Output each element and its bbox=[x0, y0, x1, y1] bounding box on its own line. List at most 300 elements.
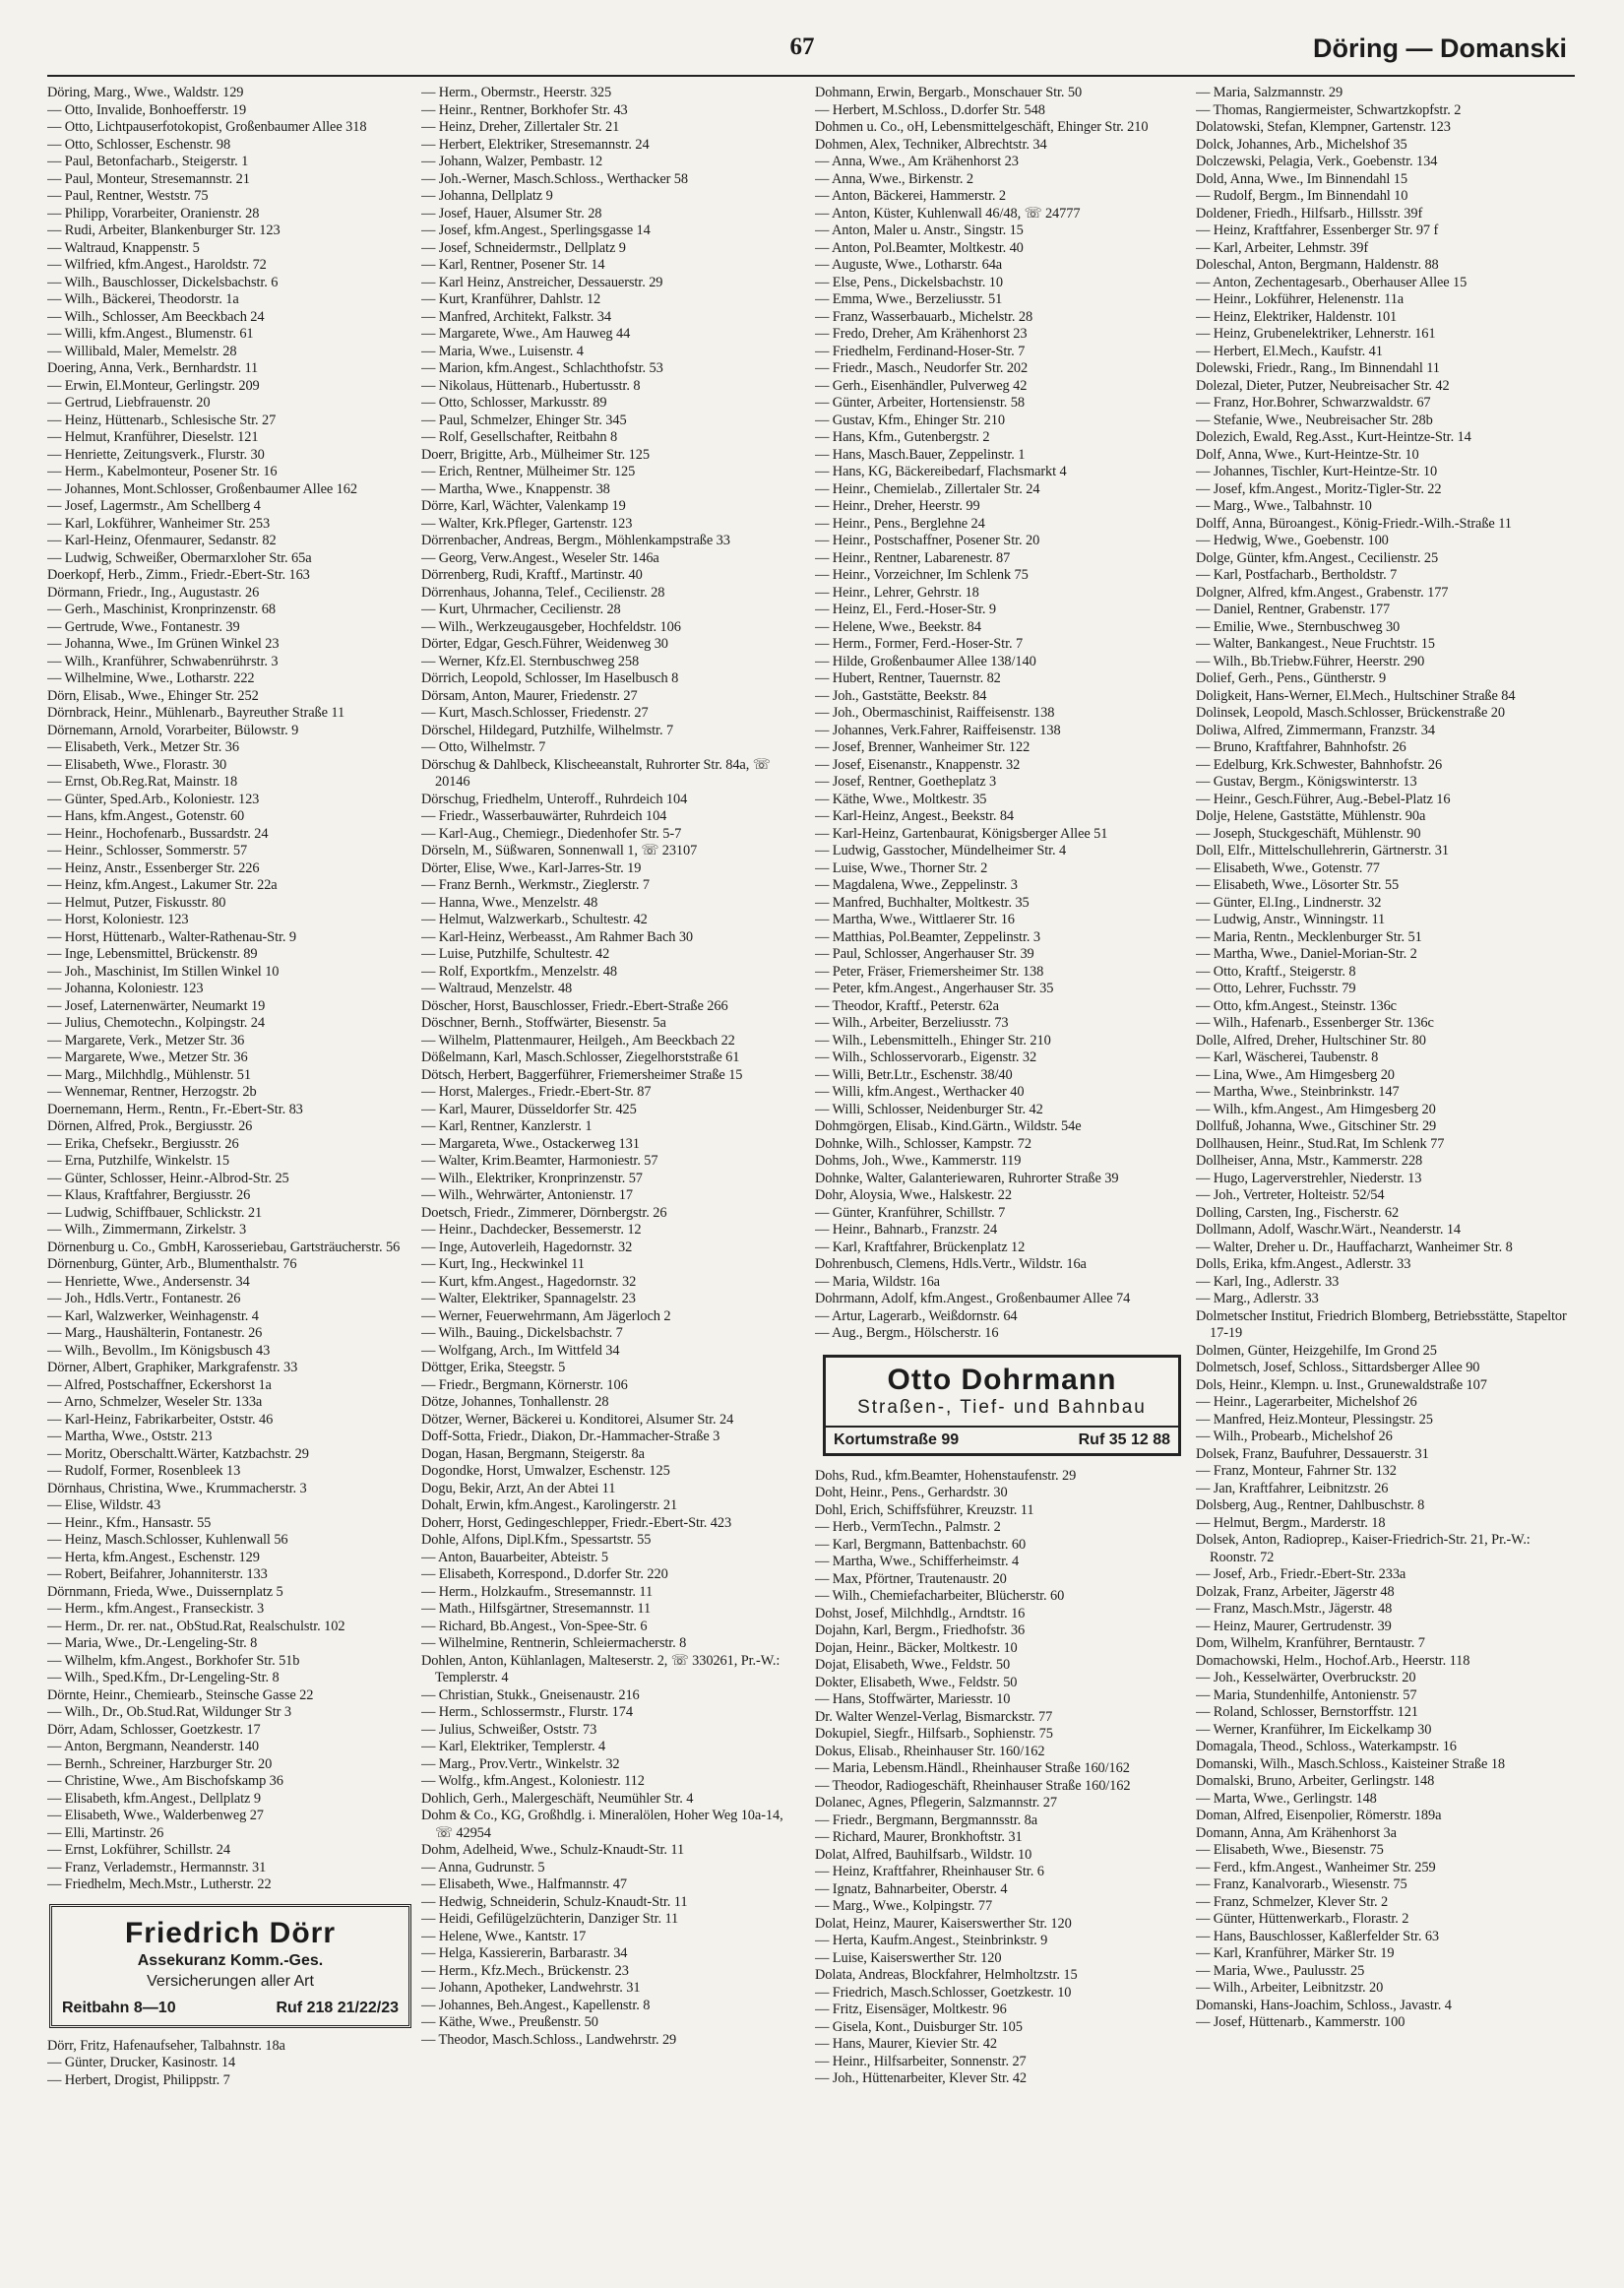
directory-entry: — Ludwig, Anstr., Winningstr. 11 bbox=[1196, 912, 1386, 927]
directory-entry: — Gerh., Maschinist, Kronprinzenstr. 68 bbox=[47, 602, 276, 617]
directory-entry: — Artur, Lagerarb., Weißdornstr. 64 bbox=[815, 1307, 1018, 1324]
directory-entry: — Max, Pförtner, Trautenaustr. 20 bbox=[815, 1570, 1007, 1587]
directory-entry: — Aug., Bergm., Hölscherstr. 16 bbox=[815, 1325, 999, 1341]
directory-entry: — Paul, Betonfacharb., Steigerstr. 1 bbox=[47, 154, 249, 169]
directory-entry: Dörsam, Anton, Maurer, Friedenstr. 27 bbox=[421, 687, 638, 704]
directory-entry: Dohs, Rud., kfm.Beamter, Hohenstaufenstr. 29 bbox=[815, 1467, 1077, 1484]
directory-entry: — Helmut, Walzwerkarb., Schultestr. 42 bbox=[421, 912, 648, 927]
directory-entry: Dörn, Elisab., Wwe., Ehinger Str. 252 bbox=[47, 687, 259, 704]
directory-entry: — Rudolf, Bergm., Im Binnendahl 10 bbox=[1196, 188, 1408, 204]
directory-entry: Dörschug, Friedhelm, Unteroff., Ruhrdeich 104 bbox=[421, 791, 688, 807]
directory-entry: Doleschal, Anton, Bergmann, Haldenstr. 88 bbox=[1196, 257, 1439, 273]
directory-entry: — Fritz, Eisensäger, Moltkestr. 96 bbox=[815, 2002, 1007, 2017]
directory-entry: — Manfred, Buchhalter, Moltkestr. 35 bbox=[815, 894, 1030, 911]
directory-entry: — Anton, Pol.Beamter, Moltkestr. 40 bbox=[815, 239, 1024, 256]
directory-entry: — Heinr., Hochofenarb., Bussardstr. 24 bbox=[47, 825, 269, 842]
directory-entry: Döschner, Bernh., Stoffwärter, Biesenstr. 5a bbox=[421, 1015, 666, 1031]
directory-entry: — Ludwig, Gasstocher, Mündelheimer Str. 4 bbox=[815, 843, 1067, 858]
directory-entry: — Josef, Eisenanstr., Knappenstr. 32 bbox=[815, 756, 1021, 773]
directory-entry: — Anton, Küster, Kuhlenwall 46/48, ☏ 24777 bbox=[815, 205, 1081, 222]
directory-entry: — Friedr., Bergmann, Bergmannsstr. 8a bbox=[815, 1811, 1037, 1828]
directory-entry: — Maria, Wwe., Paulusstr. 25 bbox=[1196, 1962, 1365, 1979]
entry-list bbox=[47, 2038, 413, 2090]
directory-entry: Dörner, Albert, Graphiker, Markgrafenstr. 33 bbox=[47, 1360, 298, 1375]
directory-entry: — Wilh., Sped.Kfm., Dr-Lengeling-Str. 8 bbox=[47, 1670, 280, 1685]
directory-entry: — Joh., Vertreter, Holteistr. 52/54 bbox=[1196, 1187, 1385, 1203]
directory-entry: — Heinz, kfm.Angest., Lakumer Str. 22a bbox=[47, 877, 278, 893]
directory-entry: Dollmann, Adolf, Waschr.Wärt., Neanderstr. 14 bbox=[1196, 1222, 1462, 1238]
directory-entry: Dohrmann, Adolf, kfm.Angest., Großenbaumer Allee 74 bbox=[815, 1291, 1131, 1306]
directory-entry: Dolsek, Anton, Radioprep., Kaiser-Friedrich-Str. 21, Pr.-W.: Roonstr. 72 bbox=[1196, 1532, 1530, 1565]
directory-entry: — Karl, Ing., Adlerstr. 33 bbox=[1196, 1273, 1340, 1290]
directory-entry: — Karl, Maurer, Düsseldorfer Str. 425 bbox=[421, 1101, 637, 1117]
directory-entry: — Nikolaus, Hüttenarb., Hubertusstr. 8 bbox=[421, 377, 641, 394]
directory-entry: — Karl, Rentner, Kanzlerstr. 1 bbox=[421, 1118, 593, 1134]
directory-entry: Dohr, Aloysia, Wwe., Halskestr. 22 bbox=[815, 1187, 1012, 1203]
directory-entry: — Willi, kfm.Angest., Werthacker 40 bbox=[815, 1084, 1025, 1100]
directory-entry: — Rolf, Gesellschafter, Reitbahn 8 bbox=[421, 429, 618, 445]
directory-entry: — Hugo, Lagerverstrehler, Niederstr. 13 bbox=[1196, 1170, 1422, 1186]
directory-entry: — Emilie, Wwe., Sternbuschweg 30 bbox=[1196, 618, 1401, 635]
directory-entry: — Theodor, Radiogeschäft, Rheinhauser Straße 160/162 bbox=[815, 1777, 1131, 1794]
directory-entry: — Josef, kfm.Angest., Sperlingsgasse 14 bbox=[421, 222, 651, 238]
directory-entry: — Johannes, Verk.Fahrer, Raiffeisenstr. 138 bbox=[815, 722, 1061, 738]
directory-entry: Dolczewski, Pelagia, Verk., Goebenstr. 134 bbox=[1196, 154, 1438, 169]
directory-entry: — Herbert, Drogist, Philippstr. 7 bbox=[47, 2071, 230, 2088]
directory-entry: Dokus, Elisab., Rheinhauser Str. 160/162 bbox=[815, 1743, 1045, 1759]
directory-entry: — Wilh., Chemiefacharbeiter, Blücherstr. 60 bbox=[815, 1588, 1065, 1604]
directory-entry: — Friedrich, Masch.Schlosser, Goetzkestr. 10 bbox=[815, 1984, 1072, 2001]
directory-entry: — Heinz, Anstr., Essenberger Str. 226 bbox=[47, 859, 260, 876]
directory-entry: Dößelmann, Karl, Masch.Schlosser, Ziegelhorststraße 61 bbox=[421, 1049, 740, 1065]
directory-entry: — Herm., Kfz.Mech., Brückenstr. 23 bbox=[421, 1962, 629, 1979]
directory-entry: — Josef, Laternenwärter, Neumarkt 19 bbox=[47, 997, 266, 1014]
directory-entry: — Josef, Hüttenarb., Kammerstr. 100 bbox=[1196, 2014, 1405, 2030]
directory-entry: — Gerh., Eisenhändler, Pulverweg 42 bbox=[815, 377, 1028, 394]
directory-entry: — Otto, Lehrer, Fuchsstr. 79 bbox=[1196, 981, 1356, 996]
directory-entry: — Wilhelm, Plattenmaurer, Heilgeh., Am Beeckbach 22 bbox=[421, 1032, 735, 1049]
directory-entry: — Anton, Bäckerei, Hammerstr. 2 bbox=[815, 188, 1006, 204]
directory-entry: — Heinr., Gesch.Führer, Aug.-Bebel-Platz 16 bbox=[1196, 791, 1451, 807]
directory-entry: Dokter, Elisabeth, Wwe., Feldstr. 50 bbox=[815, 1674, 1018, 1690]
advertisement-friedrich-dorr bbox=[49, 1904, 411, 2028]
directory-entry: — Karl-Heinz, Ofenmaurer, Sedanstr. 82 bbox=[47, 533, 277, 548]
directory-entry: — Heinz, Hüttenarb., Schlesische Str. 27 bbox=[47, 412, 277, 428]
directory-entry: — Hans, Stoffwärter, Mariesstr. 10 bbox=[815, 1691, 1011, 1707]
directory-entry: — Heinz, Maurer, Gertrudenstr. 39 bbox=[1196, 1618, 1392, 1634]
directory-entry: Dörnte, Heinr., Chemiearb., Steinsche Gasse 22 bbox=[47, 1686, 314, 1703]
directory-entry: — Bruno, Kraftfahrer, Bahnhofstr. 26 bbox=[1196, 739, 1406, 755]
directory-entry: Dolck, Johannes, Arb., Michelshof 35 bbox=[1196, 136, 1407, 153]
directory-entry: Doll, Elfr., Mittelschullehrerin, Gärtnerstr. 31 bbox=[1196, 843, 1449, 858]
ad-address: Kortumstraße 99 bbox=[834, 1430, 960, 1448]
directory-entry: — Elisabeth, kfm.Angest., Dellplatz 9 bbox=[47, 1790, 261, 1807]
directory-entry: Dörrenberg, Rudi, Kraftf., Martinstr. 40 bbox=[421, 567, 643, 583]
directory-entry: Dolmetscher Institut, Friedrich Blomberg, Betriebsstätte, Stapeltor 17-19 bbox=[1196, 1307, 1567, 1341]
directory-entry: — Karl, Elektriker, Templerstr. 4 bbox=[421, 1739, 606, 1754]
directory-entry: Dörter, Edgar, Gesch.Führer, Weidenweg 30 bbox=[421, 636, 668, 652]
directory-entry: — Kurt, Kranführer, Dahlstr. 12 bbox=[421, 291, 601, 307]
directory-entry: Doligkeit, Hans-Werner, El.Mech., Hultschiner Straße 84 bbox=[1196, 687, 1516, 704]
directory-entry: — Wilh., Lebensmittelh., Ehinger Str. 210 bbox=[815, 1032, 1051, 1049]
directory-entry: — Herta, kfm.Angest., Eschenstr. 129 bbox=[47, 1549, 260, 1565]
directory-entry: — Johanna, Wwe., Im Grünen Winkel 23 bbox=[47, 636, 280, 652]
directory-entry: — Heinr., Kfm., Hansastr. 55 bbox=[47, 1514, 212, 1531]
directory-entry: — Herm., Holzkaufm., Stresemannstr. 11 bbox=[421, 1583, 654, 1600]
directory-entry: — Joh., Kesselwärter, Overbruckstr. 20 bbox=[1196, 1670, 1416, 1685]
directory-entry: — Karl, Walzwerker, Weinhagenstr. 4 bbox=[47, 1307, 259, 1324]
directory-entry: — Kurt, Masch.Schlosser, Friedenstr. 27 bbox=[421, 705, 649, 721]
directory-entry: — Maria, Wwe., Luisenstr. 4 bbox=[421, 343, 584, 359]
directory-entry: — Werner, Kfz.El. Sternbuschweg 258 bbox=[421, 653, 640, 669]
directory-entry: — Margarete, Wwe., Metzer Str. 36 bbox=[47, 1049, 248, 1065]
directory-entry: — Martha, Wwe., Knappenstr. 38 bbox=[421, 480, 610, 497]
directory-entry: — Kurt, Ing., Heckwinkel 11 bbox=[421, 1256, 585, 1272]
directory-entry: — Anton, Maler u. Anstr., Singstr. 15 bbox=[815, 222, 1024, 238]
directory-entry: — Luise, Wwe., Thorner Str. 2 bbox=[815, 859, 988, 876]
ad-company-name: Otto Dohrmann bbox=[887, 1363, 1117, 1396]
directory-entry: — Erika, Chefsekr., Bergiusstr. 26 bbox=[47, 1135, 239, 1152]
directory-entry: — Franz, Monteur, Fahrner Str. 132 bbox=[1196, 1463, 1397, 1479]
directory-entry: — Heinz, Grubenelektriker, Lehnerstr. 161 bbox=[1196, 326, 1436, 342]
directory-entry: — Franz, Hor.Bohrer, Schwarzwaldstr. 67 bbox=[1196, 395, 1431, 411]
directory-entry: — Richard, Bb.Angest., Von-Spee-Str. 6 bbox=[421, 1618, 648, 1634]
directory-entry: Dolls, Erika, kfm.Angest., Adlerstr. 33 bbox=[1196, 1256, 1411, 1272]
directory-entry: Dolff, Anna, Büroangest., König-Friedr.-Wilh.-Straße 11 bbox=[1196, 515, 1512, 532]
directory-entry: Dohm, Adelheid, Wwe., Schulz-Knaudt-Str. 11 bbox=[421, 1842, 685, 1858]
directory-entry: — Auguste, Wwe., Lotharstr. 64a bbox=[815, 257, 1003, 273]
directory-entry: — Horst, Koloniestr. 123 bbox=[47, 912, 189, 927]
directory-entry: — Josef, Schneidermstr., Dellplatz 9 bbox=[421, 239, 626, 256]
directory-entry: Dörrenhaus, Johanna, Telef., Cecilienstr. 28 bbox=[421, 584, 665, 601]
directory-entry: Dogondke, Horst, Umwalzer, Eschenstr. 125 bbox=[421, 1463, 670, 1479]
directory-entry: — Bernh., Schreiner, Harzburger Str. 20 bbox=[47, 1755, 273, 1772]
directory-entry: — Fredo, Dreher, Am Krähenhorst 23 bbox=[815, 326, 1028, 342]
directory-entry: — Willi, kfm.Angest., Blumenstr. 61 bbox=[47, 326, 254, 342]
directory-entry: — Willi, Betr.Ltr., Eschenstr. 38/40 bbox=[815, 1066, 1013, 1083]
directory-entry: Dold, Anna, Wwe., Im Binnendahl 15 bbox=[1196, 170, 1407, 187]
directory-entry: — Hubert, Rentner, Tauernstr. 82 bbox=[815, 670, 1001, 686]
directory-entry: — Hilde, Großenbaumer Allee 138/140 bbox=[815, 653, 1036, 669]
directory-entry: — Karl, Lokführer, Wanheimer Str. 253 bbox=[47, 515, 271, 532]
directory-entry: — Hanna, Wwe., Menzelstr. 48 bbox=[421, 894, 598, 911]
directory-entry: Dohalt, Erwin, kfm.Angest., Karolingerstr. 21 bbox=[421, 1497, 678, 1513]
directory-entry: — Joseph, Stuckgeschäft, Mühlenstr. 90 bbox=[1196, 825, 1421, 842]
directory-entry: — Wilhelmine, Wwe., Lotharstr. 222 bbox=[47, 670, 255, 686]
directory-entry: — Inge, Autoverleih, Hagedornstr. 32 bbox=[421, 1239, 633, 1255]
directory-entry: Dohmen, Alex, Techniker, Albrechtstr. 34 bbox=[815, 136, 1047, 153]
directory-entry: — Herm., Obermstr., Heerstr. 325 bbox=[421, 85, 612, 100]
directory-entry: Dörschug & Dahlbeck, Klischeeanstalt, Ruhrorter Str. 84a, ☏ 20146 bbox=[421, 756, 771, 790]
directory-entry: — Friedr., Wasserbauwärter, Ruhrdeich 104 bbox=[421, 808, 667, 824]
directory-entry: — Herm., Kabelmonteur, Posener Str. 16 bbox=[47, 464, 278, 479]
directory-entry: — Marg., Wwe., Kolpingstr. 77 bbox=[815, 1898, 993, 1914]
directory-entry: — Wilh., Dr., Ob.Stud.Rat, Wildunger Str 3 bbox=[47, 1704, 291, 1720]
ad-address: Reitbahn 8—10 bbox=[62, 1999, 176, 2016]
directory-entry: — Elisabeth, Wwe., Halfmannstr. 47 bbox=[421, 1876, 627, 1892]
directory-entry: Döscher, Horst, Bauschlosser, Friedr.-Ebert-Straße 266 bbox=[421, 997, 728, 1014]
directory-entry: — Willi, Schlosser, Neidenburger Str. 42 bbox=[815, 1101, 1043, 1117]
directory-entry: — Klaus, Kraftfahrer, Bergiusstr. 26 bbox=[47, 1187, 251, 1203]
directory-entry: — Ignatz, Bahnarbeiter, Oberstr. 4 bbox=[815, 1880, 1008, 1897]
directory-entry: — Wilh., Kranführer, Schwabenrührstr. 3 bbox=[47, 653, 279, 669]
directory-entry: — Math., Hilfsgärtner, Stresemannstr. 11 bbox=[421, 1601, 652, 1617]
directory-entry: — Peter, kfm.Angest., Angerhauser Str. 35 bbox=[815, 981, 1054, 996]
directory-entry: Dohmgörgen, Elisab., Kind.Gärtn., Wildstr. 54e bbox=[815, 1118, 1082, 1134]
directory-entry: — Walter, Dreher u. Dr., Hauffacharzt, Wanheimer Str. 8 bbox=[1196, 1239, 1513, 1255]
directory-entry: Doering, Anna, Verk., Bernhardstr. 11 bbox=[47, 360, 259, 376]
directory-entry: — Heinr., Chemielab., Zillertaler Str. 24 bbox=[815, 480, 1040, 497]
directory-entry: — Ernst, Ob.Reg.Rat, Mainstr. 18 bbox=[47, 774, 238, 790]
directory-entry: — Gustav, Kfm., Ehinger Str. 210 bbox=[815, 412, 1005, 428]
directory-entry: Dörnenburg, Günter, Arb., Blumenthalstr. 76 bbox=[47, 1256, 297, 1272]
directory-entry: — Peter, Fräser, Friemersheimer Str. 138 bbox=[815, 963, 1044, 980]
directory-entry: — Margareta, Wwe., Ostackerweg 131 bbox=[421, 1135, 640, 1152]
directory-entry: — Herm., kfm.Angest., Franseckistr. 3 bbox=[47, 1601, 265, 1617]
directory-entry: — Friedr., Masch., Neudorfer Str. 202 bbox=[815, 360, 1029, 376]
directory-entry: — Wilh., Bauing., Dickelsbachstr. 7 bbox=[421, 1325, 623, 1341]
directory-entry: — Karl, Wäscherei, Taubenstr. 8 bbox=[1196, 1049, 1379, 1065]
column-1 bbox=[47, 85, 413, 2270]
directory-entry: Doldener, Friedh., Hilfsarb., Hillsstr. 39f bbox=[1196, 205, 1423, 222]
directory-entry: — Josef, Arb., Friedr.-Ebert-Str. 233a bbox=[1196, 1566, 1406, 1582]
directory-entry: Dörr, Fritz, Hafenaufseher, Talbahnstr. 18a bbox=[47, 2037, 285, 2054]
directory-entry: — Heinr., Dachdecker, Bessemerstr. 12 bbox=[421, 1222, 642, 1238]
directory-entry: — Hans, kfm.Angest., Gotenstr. 60 bbox=[47, 808, 245, 824]
directory-entry: — Wolfgang, Arch., Im Wittfeld 34 bbox=[421, 1342, 620, 1359]
directory-entry: — Helmut, Bergm., Marderstr. 18 bbox=[1196, 1514, 1386, 1531]
directory-entry: — Wilh., Bb.Triebw.Führer, Heerstr. 290 bbox=[1196, 653, 1425, 669]
entry-list bbox=[47, 85, 413, 1894]
directory-entry: — Herta, Kaufm.Angest., Steinbrinkstr. 9 bbox=[815, 1933, 1048, 1948]
directory-entry: — Manfred, Architekt, Falkstr. 34 bbox=[421, 308, 611, 325]
directory-entry: — Henriette, Zeitungsverk., Flurstr. 30 bbox=[47, 446, 265, 463]
ad-phone: Ruf 35 12 88 bbox=[1078, 1430, 1170, 1448]
directory-entry: — Elisabeth, Wwe., Biesenstr. 75 bbox=[1196, 1842, 1384, 1858]
directory-entry: Dom, Wilhelm, Kranführer, Berntaustr. 7 bbox=[1196, 1635, 1425, 1651]
directory-entry: — Wilh., Hafenarb., Essenberger Str. 136c bbox=[1196, 1015, 1434, 1031]
directory-entry: Dols, Heinr., Klempn. u. Inst., Grunewaldstraße 107 bbox=[1196, 1376, 1487, 1393]
directory-entry: — Herb., VermTechn., Palmstr. 2 bbox=[815, 1519, 1001, 1535]
directory-entry: — Paul, Rentner, Weststr. 75 bbox=[47, 188, 209, 204]
directory-entry: — Richard, Maurer, Bronkhoftstr. 31 bbox=[815, 1829, 1023, 1845]
directory-entry: — Günter, Drucker, Kasinostr. 14 bbox=[47, 2055, 236, 2070]
directory-entry: — Heinr., Vorzeichner, Im Schlenk 75 bbox=[815, 567, 1029, 583]
directory-entry: — Joh., Maschinist, Im Stillen Winkel 10 bbox=[47, 963, 280, 980]
directory-entry: — Rolf, Exportkfm., Menzelstr. 48 bbox=[421, 963, 617, 980]
directory-entry: — Käthe, Wwe., Preußenstr. 50 bbox=[421, 2014, 598, 2030]
directory-entry: — Christian, Stukk., Gneisenaustr. 216 bbox=[421, 1686, 640, 1703]
directory-entry: — Karl, Arbeiter, Lehmstr. 39f bbox=[1196, 239, 1369, 256]
directory-entry: Doerkopf, Herb., Zimm., Friedr.-Ebert-Str. 163 bbox=[47, 567, 310, 583]
directory-entry: — Karl-Aug., Chemiegr., Diedenhofer Str. 5-7 bbox=[421, 825, 682, 842]
directory-entry: — Marg., Adlerstr. 33 bbox=[1196, 1291, 1319, 1306]
directory-entry: — Friedr., Bergmann, Körnerstr. 106 bbox=[421, 1376, 628, 1393]
directory-entry: — Erwin, El.Monteur, Gerlingstr. 209 bbox=[47, 377, 260, 394]
directory-entry: — Walter, Bankangest., Neue Fruchtstr. 15 bbox=[1196, 636, 1435, 652]
directory-entry: Dörter, Elise, Wwe., Karl-Jarres-Str. 19 bbox=[421, 859, 642, 876]
directory-entry: — Otto, Schlosser, Eschenstr. 98 bbox=[47, 136, 231, 153]
column-2 bbox=[421, 85, 791, 2270]
directory-entry: Döttger, Erika, Steegstr. 5 bbox=[421, 1360, 566, 1375]
directory-entry: — Manfred, Heiz.Monteur, Plessingstr. 25 bbox=[1196, 1411, 1433, 1428]
directory-entry: — Heinz, Kraftfahrer, Rheinhauser Str. 6 bbox=[815, 1864, 1044, 1879]
directory-entry: — Martha, Wwe., Steinbrinkstr. 147 bbox=[1196, 1084, 1400, 1100]
directory-entry: — Anna, Gudrunstr. 5 bbox=[421, 1859, 545, 1875]
directory-entry: — Hedwig, Wwe., Goebenstr. 100 bbox=[1196, 533, 1389, 548]
directory-entry: — Heinr., Postschaffner, Posener Str. 20 bbox=[815, 533, 1040, 548]
directory-entry: Dörmann, Friedr., Ing., Augustastr. 26 bbox=[47, 584, 260, 601]
directory-entry: — Elisabeth, Wwe., Lösorter Str. 55 bbox=[1196, 877, 1400, 893]
directory-entry: — Kurt, kfm.Angest., Hagedornstr. 32 bbox=[421, 1273, 637, 1290]
directory-entry: — Heinr., Pens., Berglehne 24 bbox=[815, 515, 985, 532]
directory-entry: — Werner, Feuerwehrmann, Am Jägerloch 2 bbox=[421, 1307, 671, 1324]
directory-entry: — Karl Heinz, Anstreicher, Dessauerstr. 29 bbox=[421, 274, 663, 290]
directory-entry: — Friedhelm, Ferdinand-Hoser-Str. 7 bbox=[815, 343, 1026, 359]
directory-entry: Dohm & Co., KG, Großhdlg. i. Mineralölen, Hoher Weg 10a-14, ☏ 42954 bbox=[421, 1808, 783, 1841]
directory-entry: — Rudolf, Former, Rosenbleek 13 bbox=[47, 1463, 241, 1479]
directory-entry: — Martha, Wwe., Oststr. 213 bbox=[47, 1429, 213, 1444]
directory-entry: Domanski, Hans-Joachim, Schloss., Javastr. 4 bbox=[1196, 1997, 1452, 2013]
directory-entry: Dolsberg, Aug., Rentner, Dahlbuschstr. 8 bbox=[1196, 1497, 1425, 1513]
directory-entry: Doff-Sotta, Friedr., Diakon, Dr.-Hammacher-Straße 3 bbox=[421, 1429, 720, 1444]
directory-entry: — Marta, Wwe., Gerlingstr. 148 bbox=[1196, 1790, 1377, 1807]
directory-entry: — Gertrud, Liebfrauenstr. 20 bbox=[47, 395, 211, 411]
directory-entry: — Hans, KG, Bäckereibedarf, Flachsmarkt 4 bbox=[815, 464, 1067, 479]
directory-entry: — Jan, Kraftfahrer, Leibnitzstr. 26 bbox=[1196, 1480, 1389, 1496]
directory-entry: — Heinr., Dreher, Heerstr. 99 bbox=[815, 498, 980, 514]
directory-entry: — Heinr., Bahnarb., Franzstr. 24 bbox=[815, 1222, 998, 1238]
directory-entry: — Heinr., Rentner, Borkhofer Str. 43 bbox=[421, 101, 628, 118]
directory-entry: — Elisabeth, Korrespond., D.dorfer Str. 220 bbox=[421, 1566, 668, 1582]
ad-phone: Ruf 218 21/22/23 bbox=[276, 1999, 399, 2016]
directory-entry: Doman, Alfred, Eisenpolier, Römerstr. 189a bbox=[1196, 1808, 1442, 1823]
directory-entry: — Franz, Masch.Mstr., Jägerstr. 48 bbox=[1196, 1601, 1393, 1617]
directory-entry: Dohlich, Gerh., Malergeschäft, Neumühler Str. 4 bbox=[421, 1790, 694, 1807]
directory-entry: — Herm., Schlossermstr., Flurstr. 174 bbox=[421, 1704, 633, 1720]
directory-entry: — Thomas, Rangiermeister, Schwartzkopfstr. 2 bbox=[1196, 101, 1462, 118]
directory-entry: Dollhausen, Heinr., Stud.Rat, Im Schlenk 77 bbox=[1196, 1135, 1445, 1152]
directory-entry: — Otto, Kraftf., Steigerstr. 8 bbox=[1196, 963, 1356, 980]
directory-entry: — Marion, kfm.Angest., Schlachthofstr. 53 bbox=[421, 360, 663, 376]
directory-entry: Dörnhaus, Christina, Wwe., Krummacherstr. 3 bbox=[47, 1480, 307, 1496]
directory-entry: Dötze, Johannes, Tonhallenstr. 28 bbox=[421, 1394, 609, 1410]
directory-entry: — Wilh., Schlosser, Am Beeckbach 24 bbox=[47, 308, 265, 325]
directory-entry: — Käthe, Wwe., Moltkestr. 35 bbox=[815, 791, 987, 807]
directory-entry: — Wilh., Bevollm., Im Königsbusch 43 bbox=[47, 1342, 271, 1359]
directory-entry: Doetsch, Friedr., Zimmerer, Dörnbergstr. 26 bbox=[421, 1204, 667, 1221]
directory-entry: Dolle, Alfred, Dreher, Hultschiner Str. 80 bbox=[1196, 1032, 1426, 1049]
entry-list bbox=[815, 85, 1185, 1343]
directory-entry: — Marg., Milchhdlg., Mühlenstr. 51 bbox=[47, 1066, 251, 1083]
directory-entry: — Wilh., Schlosservorarb., Eigenstr. 32 bbox=[815, 1049, 1037, 1065]
directory-entry: — Marg., Wwe., Talbahnstr. 10 bbox=[1196, 498, 1372, 514]
directory-entry: — Henriette, Wwe., Andersenstr. 34 bbox=[47, 1273, 250, 1290]
directory-entry: Dollheiser, Anna, Mstr., Kammerstr. 228 bbox=[1196, 1153, 1423, 1169]
directory-entry: Dolanec, Agnes, Pflegerin, Salzmannstr. 27 bbox=[815, 1795, 1057, 1811]
directory-entry: — Günter, Schlosser, Heinr.-Albrod-Str. 25 bbox=[47, 1170, 289, 1186]
directory-entry: Dojan, Heinr., Bäcker, Moltkestr. 10 bbox=[815, 1639, 1018, 1656]
directory-entry: Dolezal, Dieter, Putzer, Neubreisacher Str. 42 bbox=[1196, 377, 1450, 394]
directory-entry: — Franz, Kanalvorarb., Wiesenstr. 75 bbox=[1196, 1876, 1407, 1892]
directory-entry: — Christine, Wwe., Am Bischofskamp 36 bbox=[47, 1773, 283, 1789]
entry-list bbox=[421, 85, 791, 2049]
directory-entry: — Werner, Kranführer, Im Eickelkamp 30 bbox=[1196, 1721, 1432, 1738]
directory-entry: — Heinz, Elektriker, Haldenstr. 101 bbox=[1196, 308, 1398, 325]
directory-entry: Domagala, Theod., Schloss., Waterkampstr. 16 bbox=[1196, 1739, 1457, 1754]
directory-entry: — Anton, Zechentagesarb., Oberhauser Allee 15 bbox=[1196, 274, 1468, 290]
directory-entry: — Karl, Postfacharb., Bertholdstr. 7 bbox=[1196, 567, 1398, 583]
directory-entry: — Elisabeth, Verk., Metzer Str. 36 bbox=[47, 739, 239, 755]
directory-entry: — Wilfried, kfm.Angest., Haroldstr. 72 bbox=[47, 257, 267, 273]
directory-entry: Dörre, Karl, Wächter, Valenkamp 19 bbox=[421, 498, 626, 514]
directory-entry: — Josef, Brenner, Wanheimer Str. 122 bbox=[815, 739, 1031, 755]
directory-entry: — Lina, Wwe., Am Himgesberg 20 bbox=[1196, 1066, 1395, 1083]
directory-entry: — Rudi, Arbeiter, Blankenburger Str. 123 bbox=[47, 222, 281, 238]
directory-entry: Dojahn, Karl, Bergm., Friedhofstr. 36 bbox=[815, 1622, 1026, 1638]
directory-entry: Dolling, Carsten, Ing., Fischerstr. 62 bbox=[1196, 1204, 1400, 1221]
directory-entry: — Alfred, Postschaffner, Eckershorst 1a bbox=[47, 1376, 272, 1393]
directory-entry: — Otto, Wilhelmstr. 7 bbox=[421, 739, 546, 755]
directory-entry: Dohlen, Anton, Kühlanlagen, Malteserstr. 2, ☏ 330261, Pr.-W.: Templerstr. 4 bbox=[421, 1652, 781, 1685]
directory-entry: Dolmetsch, Josef, Schloss., Sittardsberger Allee 90 bbox=[1196, 1360, 1480, 1375]
directory-entry: — Philipp, Vorarbeiter, Oranienstr. 28 bbox=[47, 205, 260, 222]
directory-entry: — Hans, Kfm., Gutenbergstr. 2 bbox=[815, 429, 990, 445]
directory-entry: — Hans, Masch.Bauer, Zeppelinstr. 1 bbox=[815, 446, 1026, 463]
directory-entry: — Hedwig, Schneiderin, Schulz-Knaudt-Str. 11 bbox=[421, 1893, 688, 1910]
directory-entry: Dolata, Andreas, Blockfahrer, Helmholtzstr. 15 bbox=[815, 1967, 1078, 1983]
directory-entry: — Wilh., kfm.Angest., Am Himgesberg 20 bbox=[1196, 1101, 1436, 1117]
directory-entry: — Waltraud, Knappenstr. 5 bbox=[47, 239, 200, 256]
directory-entry: — Maria, Wildstr. 16a bbox=[815, 1273, 940, 1290]
directory-entry: Dohnke, Wilh., Schlosser, Kampstr. 72 bbox=[815, 1135, 1031, 1152]
directory-entry: — Helene, Wwe., Kantstr. 17 bbox=[421, 1928, 587, 1944]
directory-entry: Dötsch, Herbert, Baggerführer, Friemersheimer Straße 15 bbox=[421, 1066, 743, 1083]
directory-entry: — Theodor, Masch.Schloss., Landwehrstr. 29 bbox=[421, 2031, 677, 2048]
directory-entry: — Wilhelmine, Rentnerin, Schleiermacherstr. 8 bbox=[421, 1635, 687, 1651]
directory-entry: — Emma, Wwe., Berzeliusstr. 51 bbox=[815, 291, 1003, 307]
directory-entry: — Heidi, Gefilügelzüchterin, Danziger Str. 11 bbox=[421, 1911, 679, 1927]
directory-entry: Dolmen, Günter, Heizgehilfe, Im Grond 25 bbox=[1196, 1342, 1437, 1359]
directory-entry: — Stefanie, Wwe., Neubreisacher Str. 28b bbox=[1196, 412, 1433, 428]
directory-entry: — Wilhelm, kfm.Angest., Borkhofer Str. 51b bbox=[47, 1652, 300, 1669]
directory-entry: — Günter, Hüttenwerkarb., Florastr. 2 bbox=[1196, 1911, 1409, 1927]
directory-entry: Dörschel, Hildegard, Putzhilfe, Wilhelmstr. 7 bbox=[421, 722, 674, 738]
running-head: Döring — Domanski bbox=[1312, 33, 1567, 63]
directory-entry: Dolief, Gerh., Pens., Güntherstr. 9 bbox=[1196, 670, 1387, 686]
directory-entry: Dörseln, M., Süßwaren, Sonnenwall 1, ☏ 23107 bbox=[421, 843, 698, 858]
ad-company-name: Friedrich Dörr bbox=[124, 1916, 337, 1949]
directory-entry: — Julius, Chemotechn., Kolpingstr. 24 bbox=[47, 1015, 265, 1031]
directory-entry: — Edelburg, Krk.Schwester, Bahnhofstr. 26 bbox=[1196, 756, 1443, 773]
directory-entry: — Elisabeth, Wwe., Walderbenweg 27 bbox=[47, 1808, 264, 1823]
directory-entry: Domanski, Wilh., Masch.Schloss., Kaisteiner Straße 18 bbox=[1196, 1755, 1506, 1772]
directory-entry: — Herbert, El.Mech., Kaufstr. 41 bbox=[1196, 343, 1383, 359]
directory-entry: Dokupiel, Siegfr., Hilfsarb., Sophienstr. 75 bbox=[815, 1726, 1053, 1742]
directory-entry: — Josef, Hauer, Alsumer Str. 28 bbox=[421, 205, 602, 222]
directory-entry: — Josef, Lagermstr., Am Schellberg 4 bbox=[47, 498, 261, 514]
directory-entry: — Theodor, Kraftf., Peterstr. 62a bbox=[815, 997, 999, 1014]
directory-entry: Dr. Walter Wenzel-Verlag, Bismarckstr. 77 bbox=[815, 1708, 1053, 1725]
directory-entry: Döring, Marg., Wwe., Waldstr. 129 bbox=[47, 85, 244, 100]
directory-entry: — Wilh., Probearb., Michelshof 26 bbox=[1196, 1429, 1393, 1444]
directory-entry: — Waltraud, Menzelstr. 48 bbox=[421, 981, 573, 996]
directory-entry: — Heinz, Masch.Schlosser, Kuhlenwall 56 bbox=[47, 1532, 288, 1548]
directory-entry: — Elli, Martinstr. 26 bbox=[47, 1824, 164, 1841]
directory-entry: Doliwa, Alfred, Zimmermann, Franzstr. 34 bbox=[1196, 722, 1435, 738]
directory-entry: — Matthias, Pol.Beamter, Zeppelinstr. 3 bbox=[815, 928, 1040, 945]
directory-entry: — Wilh., Arbeiter, Leibnitzstr. 20 bbox=[1196, 1980, 1384, 1996]
